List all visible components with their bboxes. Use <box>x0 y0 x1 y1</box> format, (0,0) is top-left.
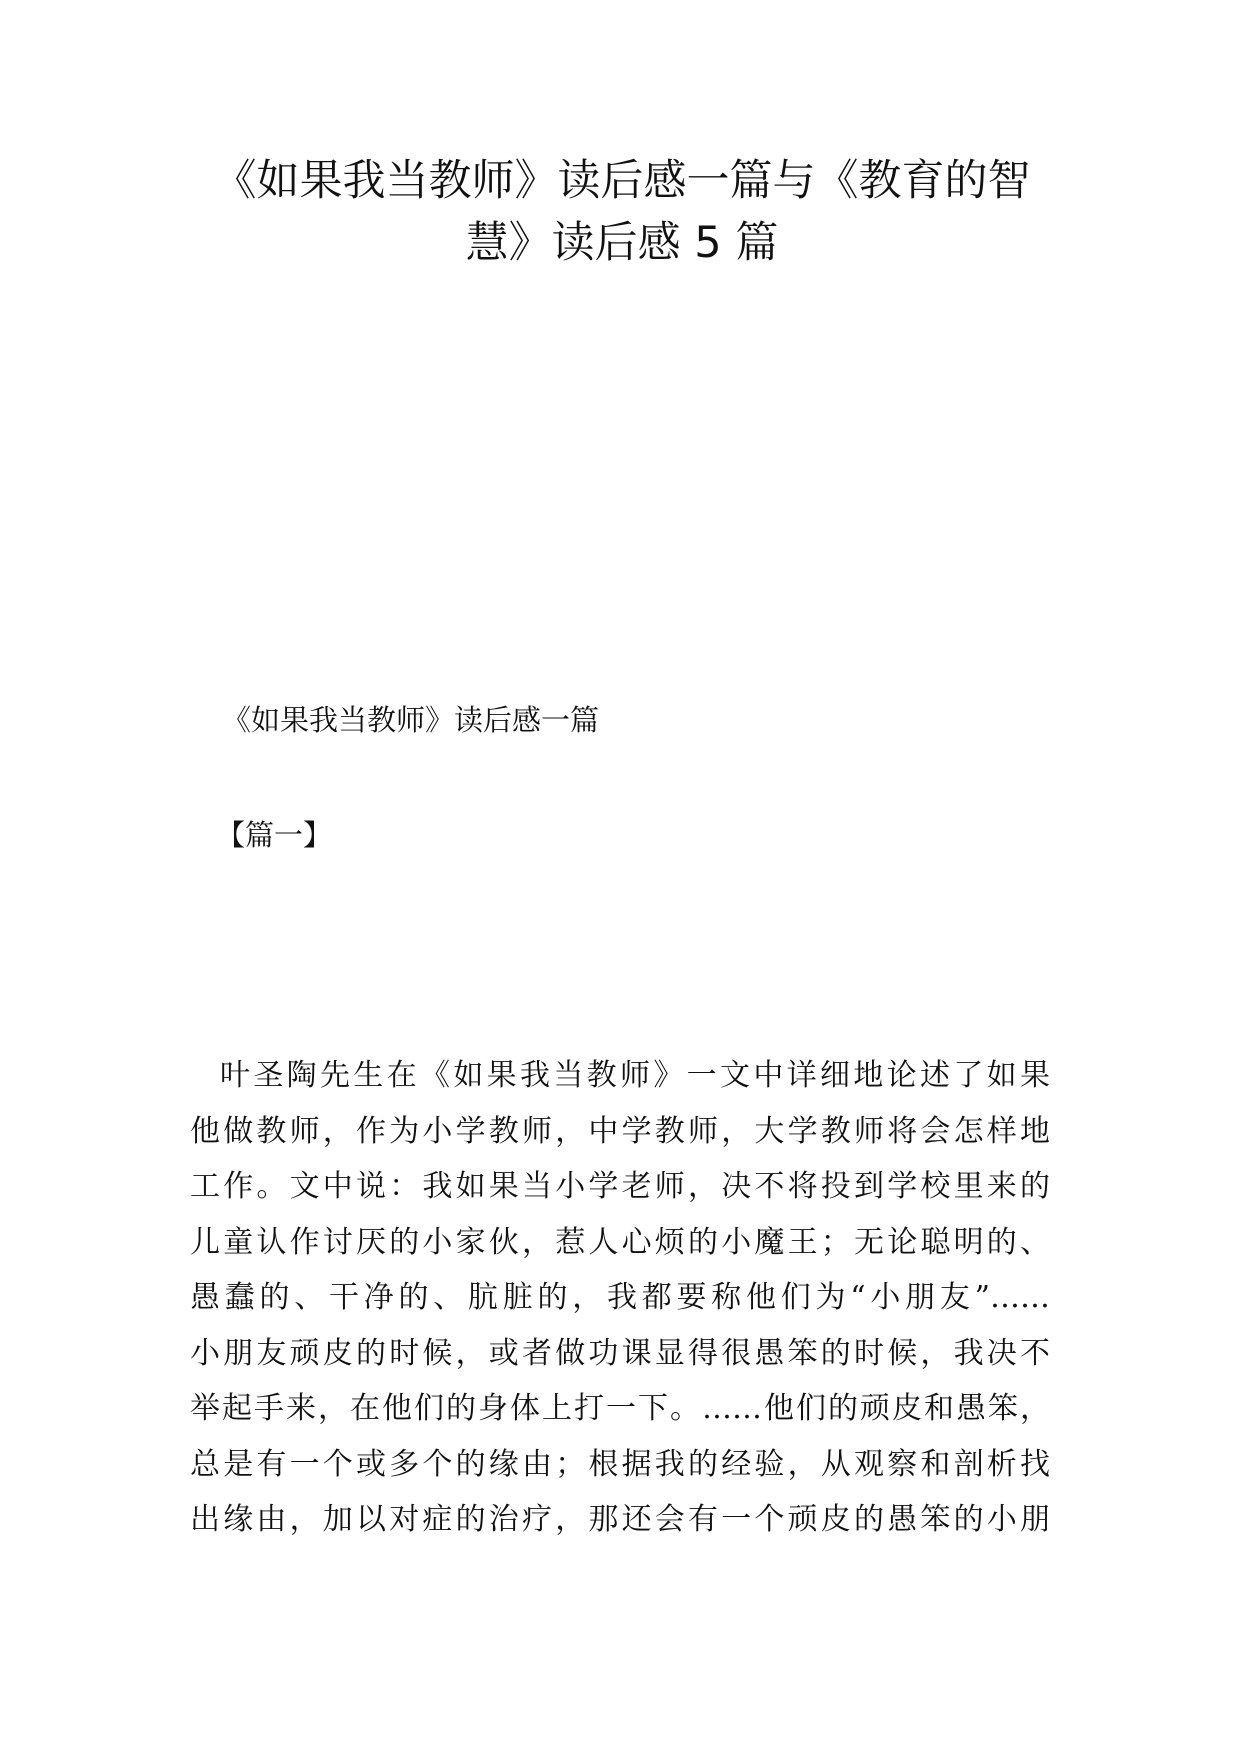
body-line: 小朋友顽皮的时候，或者做功课显得很愚笨的时候，我决不 <box>190 1335 1050 1371</box>
body-line: 愚蠢的、干净的、肮脏的，我都要称他们为“小朋友”…… <box>190 1280 1050 1315</box>
body-line: 叶圣陶先生在《如果我当教师》一文中详细地论述了如果 <box>220 1058 1050 1093</box>
article-subheading: 《如果我当教师》读后感一篇 <box>222 703 600 737</box>
body-line: 总是有一个或多个的缘由；根据我的经验，从观察和剖析找 <box>190 1446 1050 1482</box>
body-line: 儿童认作讨厌的小家伙，惹人心烦的小魔王；无论聪明的、 <box>190 1224 1050 1260</box>
title-line-2: 慧》读后感 5 篇 <box>465 218 779 268</box>
document-title <box>188 150 1056 274</box>
body-line: 他做教师，作为小学教师，中学教师，大学教师将会怎样地 <box>190 1113 1050 1149</box>
section-label: 【篇一】 <box>216 818 333 852</box>
body-line: 工作。文中说：我如果当小学老师，决不将投到学校里来的 <box>190 1169 1050 1204</box>
body-line: 举起手来，在他们的身体上打一下。……他们的顽皮和愚笨， <box>190 1391 1050 1426</box>
body-line: 出缘由，加以对症的治疗，那还会有一个顽皮的愚笨的小朋 <box>190 1502 1050 1537</box>
body-paragraph <box>190 1048 1050 1548</box>
title-line-1: 《如果我当教师》读后感一篇与《教育的智 <box>213 156 1031 206</box>
